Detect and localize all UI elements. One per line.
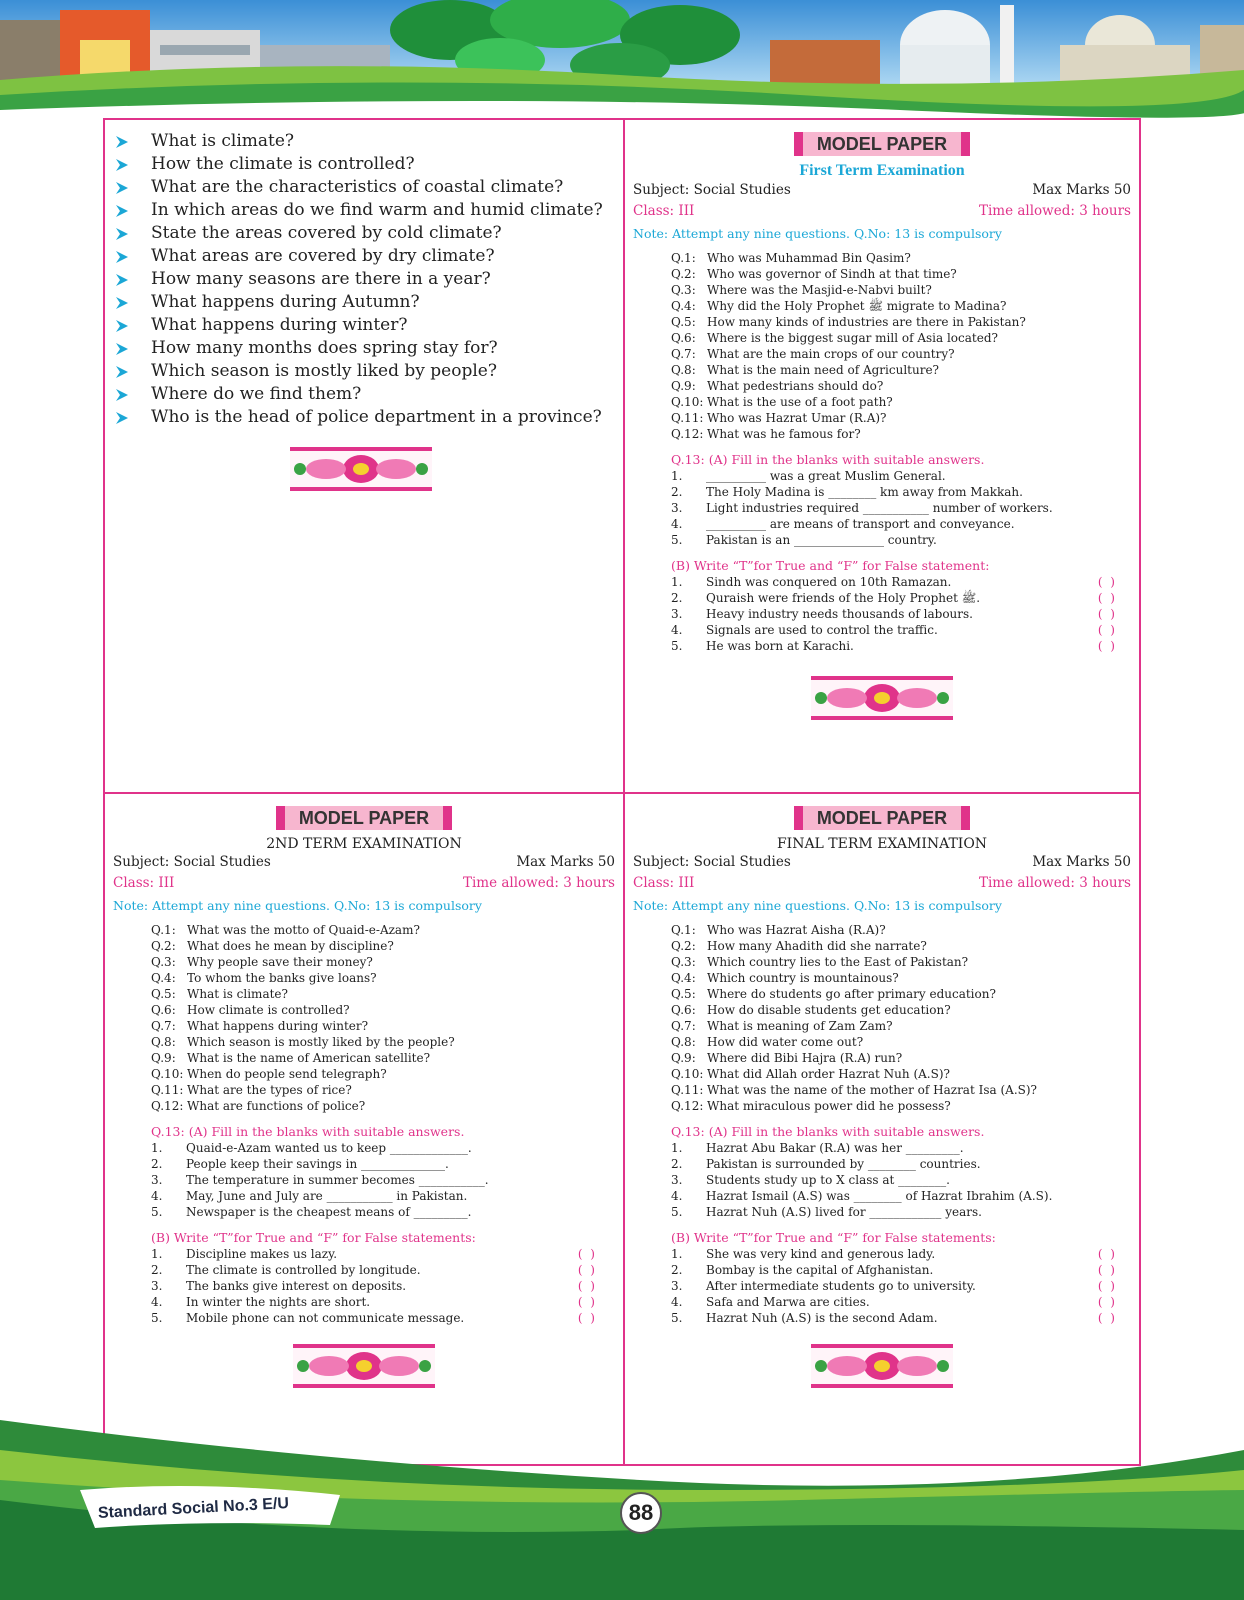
list-item: 2. Quraish were friends of the Holy Prophet ﷺ. ( ) [671, 591, 1117, 605]
arrow-bullet-icon [115, 273, 129, 287]
list-item-text: What areas are covered by dry climate? [151, 246, 495, 266]
floral-ornament-icon [809, 674, 955, 722]
true-false-heading: (B) Write “T”for True and “F” for False statements: [151, 1230, 476, 1245]
subject-row [625, 852, 1139, 873]
list-item: 2. Pakistan is surrounded by ________ countries. [671, 1157, 981, 1171]
list-item: 3. The temperature in summer becomes ___________. [151, 1173, 489, 1187]
fill-blanks-list [625, 468, 1139, 548]
list-item: Q.2: Who was governor of Sindh at that time? [671, 267, 957, 281]
subject-text: Subject: Social Studies [113, 854, 271, 870]
list-item [115, 383, 603, 406]
answer-box: ( ) [577, 1247, 597, 1261]
list-item: 1. Quaid-e-Azam wanted us to keep _____________. [151, 1141, 472, 1155]
list-item [115, 360, 603, 383]
arrow-bullet-icon [115, 135, 129, 149]
list-item: 4. Signals are used to control the traffic. ( ) [671, 623, 1117, 637]
list-item: Q.11: What are the types of rice? [151, 1083, 352, 1097]
list-item-text: State the areas covered by cold climate? [151, 223, 502, 243]
list-item: Q.6: How do disable students get education? [671, 1003, 951, 1017]
paper-header [625, 794, 1139, 852]
list-item [115, 337, 603, 360]
list-item: 3. The banks give interest on deposits. ( ) [151, 1279, 597, 1293]
list-item: Q.4: To whom the banks give loans? [151, 971, 377, 985]
answer-box: ( ) [1097, 1279, 1117, 1293]
list-item: 2. The climate is controlled by longitude. ( ) [151, 1263, 597, 1277]
question-list [625, 922, 1139, 1114]
list-item: Q.9: What pedestrians should do? [671, 379, 884, 393]
list-item: Q.7: What is meaning of Zam Zam? [671, 1019, 893, 1033]
list-item: Q.12: What are functions of police? [151, 1099, 366, 1113]
answer-box: ( ) [577, 1295, 597, 1309]
list-item: Q.5: Where do students go after primary education? [671, 987, 996, 1001]
answer-box: ( ) [1097, 1311, 1117, 1325]
max-marks-text: Max Marks 50 [1032, 854, 1131, 870]
list-item: Q.9: What is the name of American satellite? [151, 1051, 431, 1065]
subject-text: Subject: Social Studies [633, 854, 791, 870]
list-item: Q.1: What was the motto of Quaid-e-Azam? [151, 923, 420, 937]
answer-box: ( ) [1097, 639, 1117, 653]
paper-final-term [625, 794, 1139, 1464]
class-text: Class: III [633, 203, 695, 219]
list-item-text: Which season is mostly liked by people? [151, 361, 497, 381]
list-item: Q.7: What are the main crops of our country? [671, 347, 955, 361]
list-item: 3. Students study up to X class at ________. [671, 1173, 950, 1187]
arrow-bullet-icon [115, 158, 129, 172]
list-item: 2. The Holy Madina is ________ km away from Makkah. [671, 485, 1023, 499]
book-title: Standard Social No.3 E/U [97, 1495, 290, 1522]
paper-header [105, 794, 623, 852]
list-item [115, 153, 603, 176]
answer-box: ( ) [1097, 575, 1117, 589]
fill-blanks-heading: Q.13: (A) Fill in the blanks with suitable answers. [671, 1124, 985, 1139]
list-item-text: How many months does spring stay for? [151, 338, 498, 358]
question-list [105, 922, 623, 1114]
content-frame [103, 118, 1141, 1466]
list-item [115, 268, 603, 291]
answer-box: ( ) [577, 1279, 597, 1293]
answer-box: ( ) [1097, 1295, 1117, 1309]
exam-title: FINAL TERM EXAMINATION [776, 836, 988, 852]
true-false-list [625, 574, 1139, 654]
fill-blanks-list [105, 1140, 623, 1220]
question-list-panel [105, 120, 623, 792]
question-list [625, 250, 1139, 442]
list-item: Q.11: Who was Hazrat Umar (R.A)? [671, 411, 887, 425]
subject-row [625, 180, 1139, 201]
answer-box: ( ) [1097, 1247, 1117, 1261]
model-paper-text: MODEL PAPER [803, 806, 961, 830]
exam-title: 2ND TERM EXAMINATION [266, 836, 462, 852]
list-item: 1. She was very kind and generous lady. ( ) [671, 1247, 1117, 1261]
list-item: Q.7: What happens during winter? [151, 1019, 369, 1033]
list-item: 4. __________ are means of transport and conveyance. [671, 517, 1015, 531]
arrow-bullet-icon [115, 250, 129, 264]
class-row [105, 873, 623, 894]
list-item: 5. Mobile phone can not communicate message. ( ) [151, 1311, 597, 1325]
list-item [115, 176, 603, 199]
fill-blanks-list [625, 1140, 1139, 1220]
subject-text: Subject: Social Studies [633, 182, 791, 198]
paper-header [625, 120, 1139, 180]
bullet-question-list [115, 130, 603, 429]
arrow-bullet-icon [115, 342, 129, 356]
class-row [625, 201, 1139, 222]
list-item: 4. Hazrat Ismail (A.S) was ________ of Hazrat Ibrahim (A.S). [671, 1189, 1053, 1203]
arrow-bullet-icon [115, 181, 129, 195]
list-item: 1. Hazrat Abu Bakar (R.A) was her _________. [671, 1141, 964, 1155]
list-item: 5. Hazrat Nuh (A.S) lived for ____________ years. [671, 1205, 982, 1219]
floral-ornament-icon [291, 1342, 437, 1390]
list-item: Q.3: Where was the Masjid-e-Nabvi built? [671, 283, 932, 297]
fill-blanks-heading: Q.13: (A) Fill in the blanks with suitable answers. [671, 452, 985, 467]
list-item-text: What is climate? [151, 131, 295, 151]
list-item: 1. Discipline makes us lazy. ( ) [151, 1247, 597, 1261]
list-item: 2. Bombay is the capital of Afghanistan. ( ) [671, 1263, 1117, 1277]
answer-box: ( ) [1097, 623, 1117, 637]
max-marks-text: Max Marks 50 [516, 854, 615, 870]
class-text: Class: III [633, 875, 695, 891]
list-item: Q.2: How many Ahadith did she narrate? [671, 939, 927, 953]
model-paper-text: MODEL PAPER [285, 806, 443, 830]
list-item: Q.5: What is climate? [151, 987, 288, 1001]
list-item: Q.4: Which country is mountainous? [671, 971, 899, 985]
list-item: Q.3: Which country lies to the East of Pakistan? [671, 955, 969, 969]
page-number: 88 [620, 1492, 662, 1534]
list-item: 3. After intermediate students go to university. ( ) [671, 1279, 1117, 1293]
model-paper-label [794, 132, 970, 156]
list-item: Q.6: Where is the biggest sugar mill of Asia located? [671, 331, 998, 345]
list-item: 4. May, June and July are ___________ in Pakistan. [151, 1189, 468, 1203]
list-item [115, 222, 603, 245]
list-item [115, 130, 603, 153]
time-text: Time allowed: 3 hours [978, 875, 1131, 891]
list-item: Q.1: Who was Hazrat Aisha (R.A)? [671, 923, 886, 937]
time-text: Time allowed: 3 hours [462, 875, 615, 891]
list-item: Q.1: Who was Muhammad Bin Qasim? [671, 251, 911, 265]
list-item: Q.4: Why did the Holy Prophet ﷺ migrate to Madina? [671, 299, 1007, 313]
answer-box: ( ) [577, 1263, 597, 1277]
list-item-text: How the climate is controlled? [151, 154, 415, 174]
list-item: Q.10: When do people send telegraph? [151, 1067, 387, 1081]
true-false-heading: (B) Write “T”for True and “F” for False statement: [671, 558, 990, 573]
true-false-heading: (B) Write “T”for True and “F” for False statements: [671, 1230, 996, 1245]
note-text: Note: Attempt any nine questions. Q.No: 13 is compulsory [113, 898, 482, 913]
subject-row [105, 852, 623, 873]
list-item: Q.2: What does he mean by discipline? [151, 939, 394, 953]
list-item: 1. __________ was a great Muslim General. [671, 469, 946, 483]
list-item: Q.8: What is the main need of Agriculture? [671, 363, 939, 377]
list-item-text: In which areas do we find warm and humid climate? [151, 200, 603, 220]
list-item: 5. Pakistan is an _______________ country. [671, 533, 937, 547]
list-item [115, 406, 603, 429]
model-paper-text: MODEL PAPER [803, 132, 961, 156]
arrow-bullet-icon [115, 296, 129, 310]
list-item: Q.8: Which season is mostly liked by the people? [151, 1035, 455, 1049]
list-item: 4. In winter the nights are short. ( ) [151, 1295, 597, 1309]
floral-ornament-icon [288, 445, 434, 493]
answer-box: ( ) [1097, 1263, 1117, 1277]
list-item: Q.9: Where did Bibi Hajra (R.A) run? [671, 1051, 903, 1065]
answer-box: ( ) [1097, 607, 1117, 621]
model-paper-label [276, 806, 452, 830]
list-item: 1. Sindh was conquered on 10th Ramazan. ( ) [671, 575, 1117, 589]
list-item-text: What happens during winter? [151, 315, 408, 335]
list-item: Q.3: Why people save their money? [151, 955, 373, 969]
note-text: Note: Attempt any nine questions. Q.No: 13 is compulsory [633, 898, 1002, 913]
list-item [115, 291, 603, 314]
list-item [115, 199, 603, 222]
list-item-text: What are the characteristics of coastal climate? [151, 177, 564, 197]
arrow-bullet-icon [115, 204, 129, 218]
answer-box: ( ) [1097, 591, 1117, 605]
list-item [115, 314, 603, 337]
list-item: Q.6: How climate is controlled? [151, 1003, 350, 1017]
arrow-bullet-icon [115, 388, 129, 402]
true-false-list [105, 1246, 623, 1326]
class-text: Class: III [113, 875, 175, 891]
list-item: 5. Newspaper is the cheapest means of _________. [151, 1205, 472, 1219]
note-text: Note: Attempt any nine questions. Q.No: 13 is compulsory [633, 226, 1002, 241]
list-item: Q.10: What did Allah order Hazrat Nuh (A.S)? [671, 1067, 950, 1081]
list-item-text: Who is the head of police department in a province? [151, 407, 602, 427]
banner-landmarks-illustration [0, 0, 1244, 125]
fill-blanks-heading: Q.13: (A) Fill in the blanks with suitable answers. [151, 1124, 465, 1139]
list-item: 4. Safa and Marwa are cities. ( ) [671, 1295, 1117, 1309]
arrow-bullet-icon [115, 411, 129, 425]
list-item: 5. Hazrat Nuh (A.S) is the second Adam. ( ) [671, 1311, 1117, 1325]
exam-title: First Term Examination [799, 162, 965, 179]
list-item-text: How many seasons are there in a year? [151, 269, 491, 289]
class-row [625, 873, 1139, 894]
paper-first-term [625, 120, 1139, 792]
list-item: 3. Heavy industry needs thousands of labours. ( ) [671, 607, 1117, 621]
list-item: Q.12: What was he famous for? [671, 427, 861, 441]
list-item-text: What happens during Autumn? [151, 292, 420, 312]
list-item: 3. Light industries required ___________ number of workers. [671, 501, 1053, 515]
list-item: Q.12: What miraculous power did he possess? [671, 1099, 951, 1113]
list-item: 2. People keep their savings in ______________. [151, 1157, 449, 1171]
list-item: Q.11: What was the name of the mother of Hazrat Isa (A.S)? [671, 1083, 1037, 1097]
max-marks-text: Max Marks 50 [1032, 182, 1131, 198]
list-item-text: Where do we find them? [151, 384, 362, 404]
model-paper-label [794, 806, 970, 830]
arrow-bullet-icon [115, 319, 129, 333]
header-banner [0, 0, 1244, 125]
answer-box: ( ) [577, 1311, 597, 1325]
arrow-bullet-icon [115, 365, 129, 379]
floral-ornament-icon [809, 1342, 955, 1390]
true-false-list [625, 1246, 1139, 1326]
list-item [115, 245, 603, 268]
time-text: Time allowed: 3 hours [978, 203, 1131, 219]
list-item: Q.10: What is the use of a foot path? [671, 395, 893, 409]
list-item: Q.5: How many kinds of industries are there in Pakistan? [671, 315, 1026, 329]
arrow-bullet-icon [115, 227, 129, 241]
list-item: 5. He was born at Karachi. ( ) [671, 639, 1117, 653]
list-item: Q.8: How did water come out? [671, 1035, 864, 1049]
paper-second-term [105, 794, 623, 1464]
